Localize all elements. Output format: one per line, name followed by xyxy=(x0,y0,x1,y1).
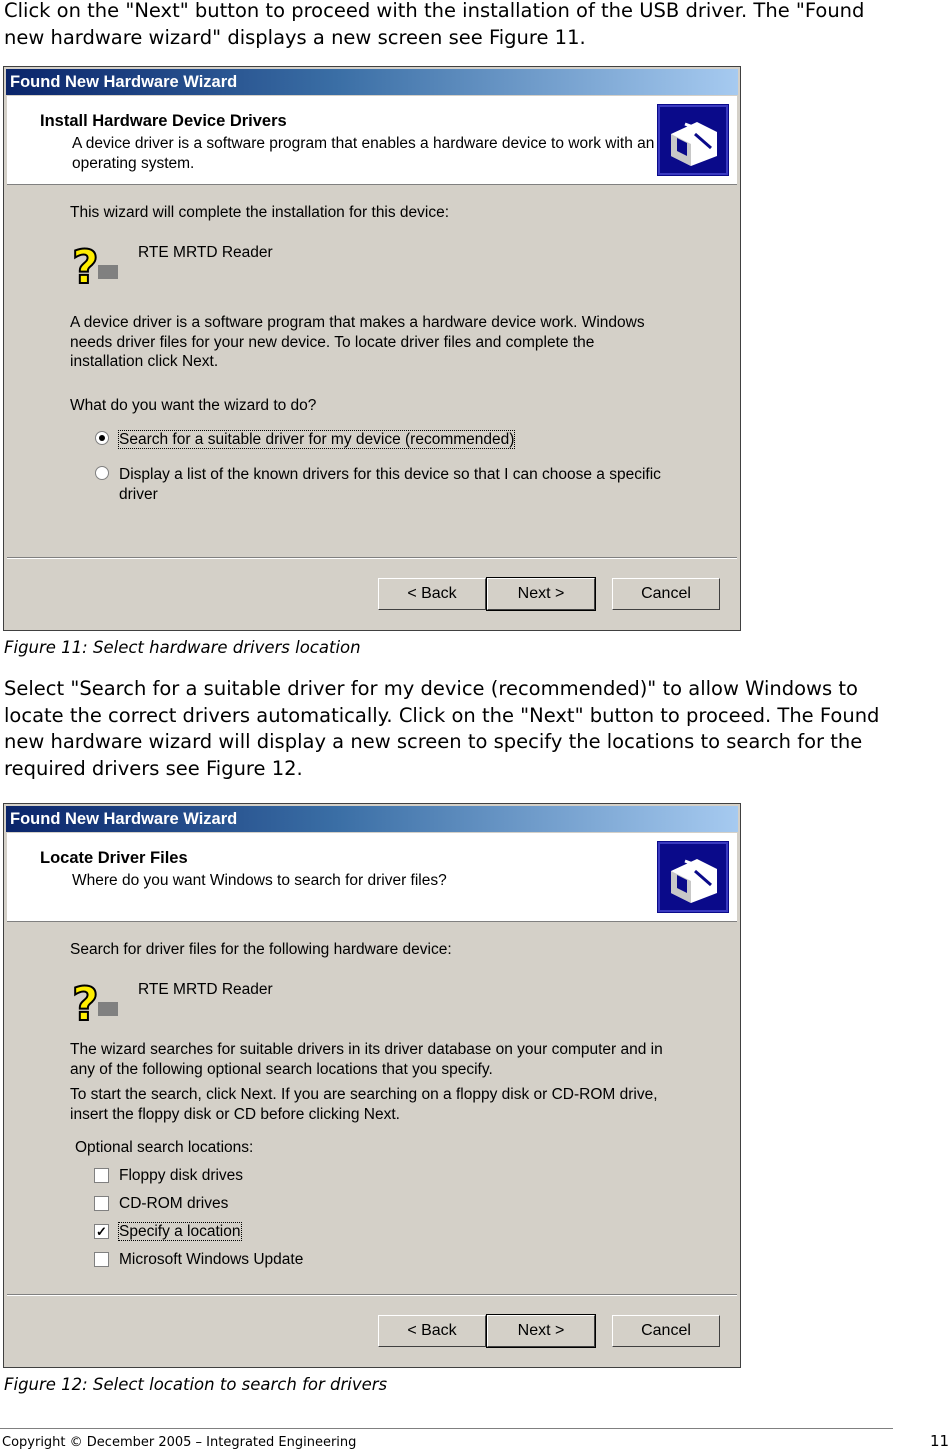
cancel-button[interactable]: Cancel xyxy=(612,578,720,610)
wizard-body xyxy=(4,185,740,555)
footer-divider xyxy=(0,1428,893,1429)
start-search-description: To start the search, click Next. If you are searching on a floppy disk or CD-ROM drive, insert the floppy disk or CD before clicking Next. xyxy=(70,1086,658,1123)
header-title: Locate Driver Files xyxy=(40,849,188,867)
next-button[interactable]: Next > xyxy=(487,1315,595,1347)
back-button[interactable]: < Back xyxy=(378,578,486,610)
next-button[interactable]: Next > xyxy=(487,578,595,610)
page-number: 11 xyxy=(930,1432,950,1450)
specify-location-label[interactable]: Specify a location xyxy=(119,1223,241,1240)
search-driver-radio[interactable] xyxy=(95,431,109,445)
display-list-option-label[interactable]: Display a list of the known drivers for this device so that I can choose a specific driver xyxy=(119,466,661,503)
wizard-screenshot-locate-drivers xyxy=(3,803,741,1368)
driver-description: A device driver is a software program that makes a hardware device work. Windows needs driver files for your new device. To locate driver files and complete the installation click Next. xyxy=(70,314,645,370)
cdrom-label[interactable]: CD-ROM drives xyxy=(119,1195,229,1212)
header-title: Install Hardware Device Drivers xyxy=(40,112,287,130)
intro-line: Search for driver files for the following hardware device: xyxy=(70,941,452,958)
wizard-title-bar: Found New Hardware Wizard xyxy=(6,806,738,832)
wizard-title-bar: Found New Hardware Wizard xyxy=(6,69,738,95)
header-subtitle: A device driver is a software program that enables a hardware device to work with an operating system. xyxy=(72,135,655,172)
figure-caption: Figure 12: Select location to search for drivers xyxy=(4,1375,388,1394)
footer-copyright: Copyright © December 2005 – Integrated Engineering xyxy=(2,1435,357,1450)
wizard-screenshot-install-drivers xyxy=(3,66,741,631)
question-mark-device-icon xyxy=(70,239,120,289)
optional-locations-label: Optional search locations: xyxy=(75,1139,254,1156)
hardware-wizard-icon xyxy=(657,841,729,913)
wizard-question: What do you want the wizard to do? xyxy=(70,397,317,414)
hardware-wizard-icon xyxy=(657,104,729,176)
header-subtitle: Where do you want Windows to search for driver files? xyxy=(72,872,447,889)
question-mark-device-icon xyxy=(70,976,120,1026)
wizard-body xyxy=(4,922,740,1292)
search-description: The wizard searches for suitable drivers in its driver database on your computer and in any of the following optional search locations that you specify. xyxy=(70,1041,663,1078)
device-name: RTE MRTD Reader xyxy=(138,244,273,261)
svg-text:?: ? xyxy=(72,240,99,289)
display-list-radio[interactable] xyxy=(95,466,109,480)
wizard-header xyxy=(7,96,737,185)
middle-paragraph: Select "Search for a suitable driver for my device (recommended)" to allow Windows to locate the correct drivers automatically. Click on the "Next" button to proceed. The Found new hardware wizard will display a new screen to specify the locations to search for the required drivers see Figure 12. xyxy=(4,677,880,780)
cancel-button[interactable]: Cancel xyxy=(612,1315,720,1347)
svg-text:?: ? xyxy=(72,977,99,1026)
floppy-checkbox[interactable] xyxy=(94,1168,109,1183)
windows-update-label[interactable]: Microsoft Windows Update xyxy=(119,1251,304,1268)
search-driver-option-label[interactable]: Search for a suitable driver for my device (recommended) xyxy=(119,431,515,448)
button-separator xyxy=(7,557,737,559)
device-name: RTE MRTD Reader xyxy=(138,981,273,998)
wizard-header xyxy=(7,833,737,922)
windows-update-checkbox[interactable] xyxy=(94,1252,109,1267)
cdrom-checkbox[interactable] xyxy=(94,1196,109,1211)
intro-paragraph: Click on the "Next" button to proceed with the installation of the USB driver. The "Found new hardware wizard" displays a new screen see Figure 11. xyxy=(4,0,865,49)
specify-location-checkbox[interactable]: ✓ xyxy=(94,1224,109,1239)
button-separator xyxy=(7,1294,737,1296)
intro-line: This wizard will complete the installation for this device: xyxy=(70,204,450,221)
back-button[interactable]: < Back xyxy=(378,1315,486,1347)
figure-caption: Figure 11: Select hardware drivers location xyxy=(4,638,361,657)
floppy-label[interactable]: Floppy disk drives xyxy=(119,1167,244,1184)
